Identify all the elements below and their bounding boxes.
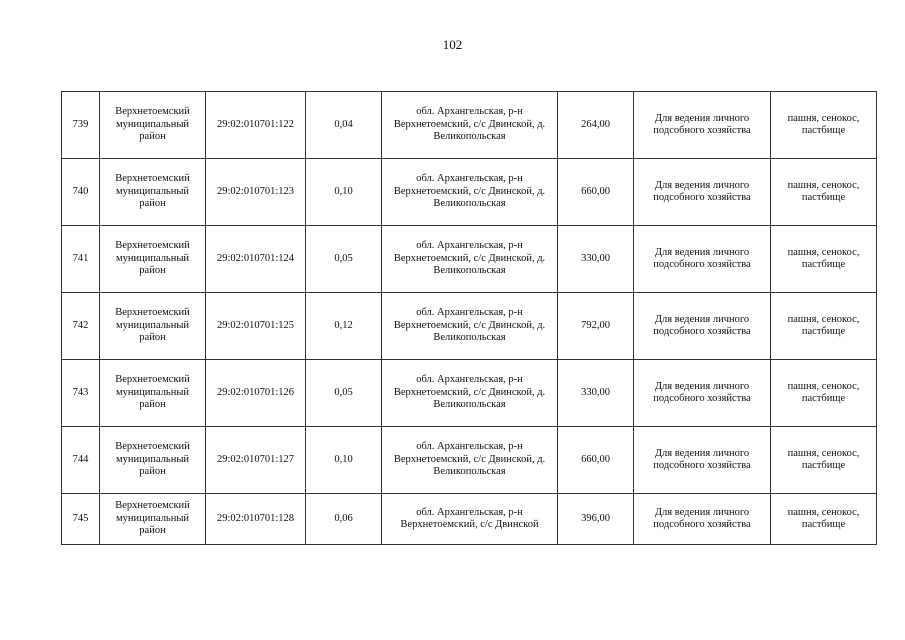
table-row [62, 427, 877, 494]
address-cell: обл. Архангельская, р-н Верхнетоемский, с/с Двинской, д. Великопольская [382, 92, 558, 159]
table-row [62, 159, 877, 226]
value-cell: 660,00 [558, 159, 634, 226]
row-number: 742 [62, 293, 100, 360]
cadastral-number-cell: 29:02:010701:126 [206, 360, 306, 427]
row-number: 739 [62, 92, 100, 159]
value-cell: 792,00 [558, 293, 634, 360]
value-cell: 660,00 [558, 427, 634, 494]
row-number: 741 [62, 226, 100, 293]
district-cell: Верхнетоемский муниципальный район [100, 226, 206, 293]
district-cell: Верхнетоемский муниципальный район [100, 494, 206, 545]
usage-cell: пашня, сенокос, пастбище [771, 494, 877, 545]
usage-cell: пашня, сенокос, пастбище [771, 360, 877, 427]
table-row [62, 226, 877, 293]
area-cell: 0,04 [306, 92, 382, 159]
address-cell: обл. Архангельская, р-н Верхнетоемский, с/с Двинской [382, 494, 558, 545]
table-row [62, 494, 877, 545]
area-cell: 0,05 [306, 360, 382, 427]
address-cell: обл. Архангельская, р-н Верхнетоемский, с/с Двинской, д. Великопольская [382, 293, 558, 360]
usage-cell: пашня, сенокос, пастбище [771, 92, 877, 159]
row-number: 743 [62, 360, 100, 427]
area-cell: 0,06 [306, 494, 382, 545]
usage-cell: пашня, сенокос, пастбище [771, 427, 877, 494]
row-number: 745 [62, 494, 100, 545]
value-cell: 330,00 [558, 226, 634, 293]
cadastral-number-cell: 29:02:010701:128 [206, 494, 306, 545]
row-number: 744 [62, 427, 100, 494]
land-plots-table [61, 91, 877, 545]
address-cell: обл. Архангельская, р-н Верхнетоемский, с/с Двинской, д. Великопольская [382, 360, 558, 427]
district-cell: Верхнетоемский муниципальный район [100, 92, 206, 159]
purpose-cell: Для ведения личного подсобного хозяйства [634, 92, 771, 159]
area-cell: 0,12 [306, 293, 382, 360]
cadastral-number-cell: 29:02:010701:124 [206, 226, 306, 293]
table-row [62, 293, 877, 360]
purpose-cell: Для ведения личного подсобного хозяйства [634, 427, 771, 494]
address-cell: обл. Архангельская, р-н Верхнетоемский, с/с Двинской, д. Великопольская [382, 226, 558, 293]
purpose-cell: Для ведения личного подсобного хозяйства [634, 360, 771, 427]
row-number: 740 [62, 159, 100, 226]
district-cell: Верхнетоемский муниципальный район [100, 427, 206, 494]
purpose-cell: Для ведения личного подсобного хозяйства [634, 494, 771, 545]
usage-cell: пашня, сенокос, пастбище [771, 159, 877, 226]
usage-cell: пашня, сенокос, пастбище [771, 226, 877, 293]
value-cell: 330,00 [558, 360, 634, 427]
purpose-cell: Для ведения личного подсобного хозяйства [634, 226, 771, 293]
area-cell: 0,05 [306, 226, 382, 293]
district-cell: Верхнетоемский муниципальный район [100, 360, 206, 427]
area-cell: 0,10 [306, 159, 382, 226]
address-cell: обл. Архангельская, р-н Верхнетоемский, с/с Двинской, д. Великопольская [382, 427, 558, 494]
area-cell: 0,10 [306, 427, 382, 494]
value-cell: 396,00 [558, 494, 634, 545]
usage-cell: пашня, сенокос, пастбище [771, 293, 877, 360]
cadastral-number-cell: 29:02:010701:125 [206, 293, 306, 360]
cadastral-number-cell: 29:02:010701:127 [206, 427, 306, 494]
cadastral-number-cell: 29:02:010701:123 [206, 159, 306, 226]
cadastral-number-cell: 29:02:010701:122 [206, 92, 306, 159]
address-cell: обл. Архангельская, р-н Верхнетоемский, с/с Двинской, д. Великопольская [382, 159, 558, 226]
page-number: 102 [442, 37, 463, 52]
table-row [62, 360, 877, 427]
district-cell: Верхнетоемский муниципальный район [100, 159, 206, 226]
value-cell: 264,00 [558, 92, 634, 159]
purpose-cell: Для ведения личного подсобного хозяйства [634, 293, 771, 360]
district-cell: Верхнетоемский муниципальный район [100, 293, 206, 360]
purpose-cell: Для ведения личного подсобного хозяйства [634, 159, 771, 226]
table-row [62, 92, 877, 159]
